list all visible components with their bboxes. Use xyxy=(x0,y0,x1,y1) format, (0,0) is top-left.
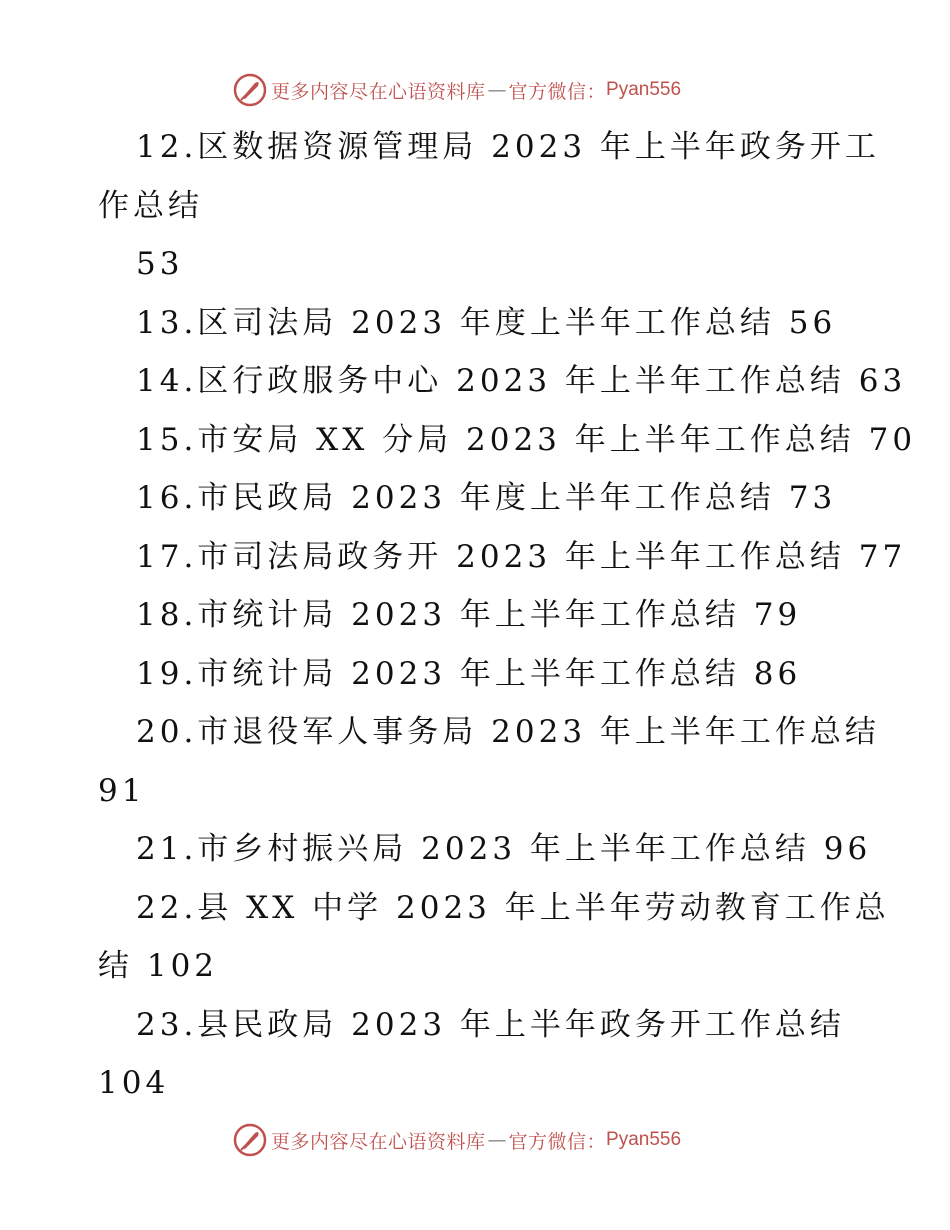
watermark-header xyxy=(233,72,753,108)
watermark-contact-label: 官方微信： xyxy=(508,80,607,103)
toc-entry-22-continuation: 结 102 xyxy=(98,948,219,984)
toc-entry-20: 20.市退役军人事务局 2023 年上半年工作总结 xyxy=(136,714,880,750)
watermark-contact-id: Pyan556 xyxy=(606,1129,682,1150)
watermark-text: 更多内容尽在心语资料库 xyxy=(271,80,486,103)
toc-entry-17: 17.市司法局政务开 2023 年上半年工作总结 77 xyxy=(136,538,907,575)
toc-entry-13: 13.区司法局 2023 年度上半年工作总结 56 xyxy=(136,304,837,341)
toc-entry-16: 16.市民政局 2023 年度上半年工作总结 73 xyxy=(136,480,837,516)
toc-entry-23: 23.县民政局 2023 年上半年政务开工作总结 xyxy=(136,1006,845,1043)
toc-entry-19: 19.市统计局 2023 年上半年工作总结 86 xyxy=(136,655,802,692)
quill-pen-icon xyxy=(233,1123,267,1157)
toc-entry-12-continuation: 作总结 xyxy=(98,187,203,224)
watermark-footer xyxy=(233,1122,753,1158)
watermark-separator: — xyxy=(487,1129,507,1151)
toc-entry-22: 22.县 XX 中学 2023 年上半年劳动教育工作总 xyxy=(136,889,890,926)
table-of-contents xyxy=(98,118,917,1113)
quill-pen-icon xyxy=(233,73,267,107)
toc-entry-18: 18.市统计局 2023 年上半年工作总结 79 xyxy=(136,597,802,633)
toc-entry-12: 12.区数据资源管理局 2023 年上半年政务开工 xyxy=(136,129,880,165)
watermark-contact-label: 官方微信： xyxy=(508,1130,607,1153)
toc-entry-15: 15.市安局 XX 分局 2023 年上半年工作总结 70 xyxy=(136,421,917,458)
toc-entry-12-page: 53 xyxy=(136,246,184,282)
watermark-separator: — xyxy=(487,79,507,101)
watermark-text: 更多内容尽在心语资料库 xyxy=(271,1130,486,1153)
toc-entry-21: 21.市乡村振兴局 2023 年上半年工作总结 96 xyxy=(136,831,872,867)
toc-entry-23-page: 104 xyxy=(98,1065,170,1101)
watermark-contact-id: Pyan556 xyxy=(606,79,682,100)
toc-entry-14: 14.区行政服务中心 2023 年上半年工作总结 63 xyxy=(136,363,907,399)
toc-entry-20-page: 91 xyxy=(98,772,146,809)
